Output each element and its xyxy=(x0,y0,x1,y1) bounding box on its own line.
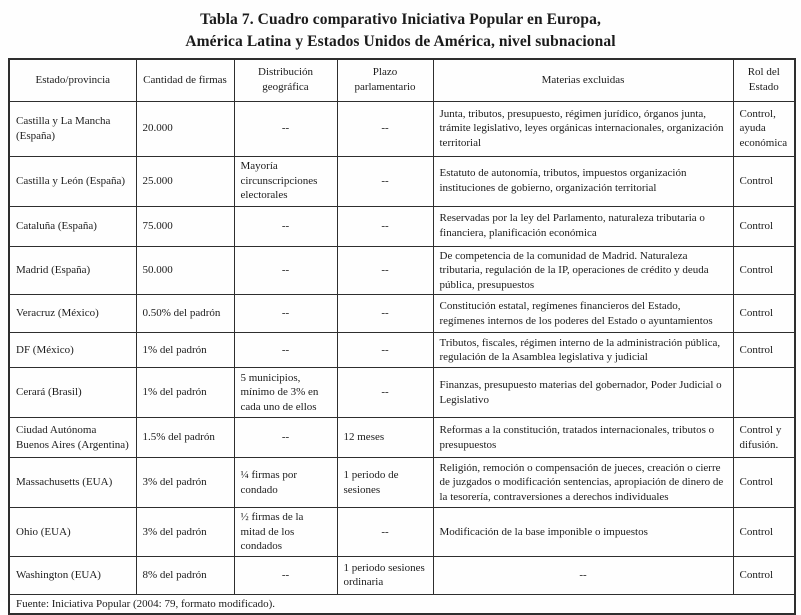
table-caption-line-2: América Latina y Estados Unidos de América, nivel subnacional xyxy=(185,33,616,50)
cell-rol: Control xyxy=(733,508,795,557)
cell-firmas: 1.5% del padrón xyxy=(136,418,234,458)
cell-plazo: -- xyxy=(337,206,433,246)
table-row xyxy=(9,101,795,156)
cell-materias: Constitución estatal, regímenes financieros del Estado, regímenes internos de los poderes del Estado o ayuntamientos xyxy=(433,295,733,333)
table-header-row xyxy=(9,59,795,101)
cell-estado: Massachusetts (EUA) xyxy=(9,458,136,508)
cell-rol: Control xyxy=(733,333,795,368)
cell-estado: Ciudad Autónoma Buenos Aires (Argentina) xyxy=(9,418,136,458)
cell-rol xyxy=(733,368,795,418)
cell-firmas: 3% del padrón xyxy=(136,458,234,508)
cell-firmas: 50.000 xyxy=(136,246,234,295)
cell-estado: Castilla y León (España) xyxy=(9,156,136,206)
cell-estado: Cataluña (España) xyxy=(9,206,136,246)
header-materias-excluidas: Materias excluidas xyxy=(433,59,733,101)
table-row xyxy=(9,458,795,508)
table-row xyxy=(9,246,795,295)
table-row xyxy=(9,556,795,594)
cell-distribucion: -- xyxy=(234,333,337,368)
cell-firmas: 1% del padrón xyxy=(136,368,234,418)
cell-rol: Control xyxy=(733,156,795,206)
cell-distribucion: -- xyxy=(234,295,337,333)
cell-estado: Madrid (España) xyxy=(9,246,136,295)
cell-distribucion: Mayoría circunscripciones electorales xyxy=(234,156,337,206)
table-row xyxy=(9,508,795,557)
cell-firmas: 0.50% del padrón xyxy=(136,295,234,333)
cell-distribucion: -- xyxy=(234,246,337,295)
cell-firmas: 25.000 xyxy=(136,156,234,206)
cell-distribucion: 5 municipios, mínimo de 3% en cada uno de ellos xyxy=(234,368,337,418)
cell-firmas: 8% del padrón xyxy=(136,556,234,594)
cell-estado: Ohio (EUA) xyxy=(9,508,136,557)
cell-distribucion: -- xyxy=(234,556,337,594)
cell-materias: Junta, tributos, presupuesto, régimen jurídico, órganos junta, trámite legislativo, leyes orgánicas internacionales, organización territorial xyxy=(433,101,733,156)
table-caption xyxy=(0,9,801,53)
comparative-table xyxy=(8,58,796,615)
cell-distribucion: -- xyxy=(234,206,337,246)
header-estado-provincia: Estado/provincia xyxy=(9,59,136,101)
table-row xyxy=(9,206,795,246)
cell-plazo: -- xyxy=(337,368,433,418)
cell-firmas: 3% del padrón xyxy=(136,508,234,557)
table-body xyxy=(9,101,795,594)
cell-materias: Religión, remoción o compensación de jueces, creación o cierre de juzgados o modificación sentencias, apropiación de dinero de la tesorería, contraversiones a derechos individuales xyxy=(433,458,733,508)
cell-estado: Washington (EUA) xyxy=(9,556,136,594)
cell-plazo: -- xyxy=(337,101,433,156)
table-source-note: Fuente: Iniciativa Popular (2004: 79, formato modificado). xyxy=(9,594,795,614)
cell-rol: Control xyxy=(733,246,795,295)
cell-plazo: -- xyxy=(337,333,433,368)
cell-rol: Control y difusión. xyxy=(733,418,795,458)
cell-rol: Control xyxy=(733,458,795,508)
cell-materias: Tributos, fiscales, régimen interno de la administración pública, regulación de la Asamblea legislativa y judicial xyxy=(433,333,733,368)
cell-plazo: -- xyxy=(337,246,433,295)
cell-distribucion: -- xyxy=(234,101,337,156)
cell-distribucion: ¼ firmas por condado xyxy=(234,458,337,508)
cell-firmas: 20.000 xyxy=(136,101,234,156)
table-caption-line-1: Tabla 7. Cuadro comparativo Iniciativa Popular en Europa, xyxy=(200,11,601,28)
cell-rol: Control xyxy=(733,206,795,246)
cell-plazo: 1 periodo sesiones ordinaria xyxy=(337,556,433,594)
table-row xyxy=(9,418,795,458)
cell-plazo: -- xyxy=(337,156,433,206)
header-cantidad-firmas: Cantidad de firmas xyxy=(136,59,234,101)
cell-plazo: 12 meses xyxy=(337,418,433,458)
cell-distribucion: -- xyxy=(234,418,337,458)
cell-materias: De competencia de la comunidad de Madrid. Naturaleza tributaria, regulación de la IP, operaciones de crédito y deuda pública, presupuestos xyxy=(433,246,733,295)
cell-distribucion: ½ firmas de la mitad de los condados xyxy=(234,508,337,557)
cell-firmas: 1% del padrón xyxy=(136,333,234,368)
cell-estado: Castilla y La Mancha (España) xyxy=(9,101,136,156)
cell-materias: Reformas a la constitución, tratados internacionales, tributos o presupuestos xyxy=(433,418,733,458)
cell-materias: Modificación de la base imponible o impuestos xyxy=(433,508,733,557)
cell-materias: Reservadas por la ley del Parlamento, naturaleza tributaria o financiera, planificación económica xyxy=(433,206,733,246)
header-plazo-parlamentario: Plazo parlamentario xyxy=(337,59,433,101)
cell-plazo: -- xyxy=(337,508,433,557)
cell-materias: Estatuto de autonomía, tributos, impuestos organización instituciones de gobierno, organización territorial xyxy=(433,156,733,206)
table-row xyxy=(9,333,795,368)
header-distribucion-geografica: Distribución geográfica xyxy=(234,59,337,101)
table-row xyxy=(9,368,795,418)
cell-rol: Control, ayuda económica xyxy=(733,101,795,156)
cell-estado: Cerará (Brasil) xyxy=(9,368,136,418)
header-rol-estado: Rol del Estado xyxy=(733,59,795,101)
cell-plazo: -- xyxy=(337,295,433,333)
table-source-row xyxy=(9,594,795,614)
cell-materias: -- xyxy=(433,556,733,594)
cell-plazo: 1 periodo de sesiones xyxy=(337,458,433,508)
cell-firmas: 75.000 xyxy=(136,206,234,246)
cell-rol: Control xyxy=(733,556,795,594)
cell-materias: Finanzas, presupuesto materias del gobernador, Poder Judicial o Legislativo xyxy=(433,368,733,418)
table-row xyxy=(9,156,795,206)
table-row xyxy=(9,295,795,333)
cell-estado: DF (México) xyxy=(9,333,136,368)
cell-rol: Control xyxy=(733,295,795,333)
cell-estado: Veracruz (México) xyxy=(9,295,136,333)
